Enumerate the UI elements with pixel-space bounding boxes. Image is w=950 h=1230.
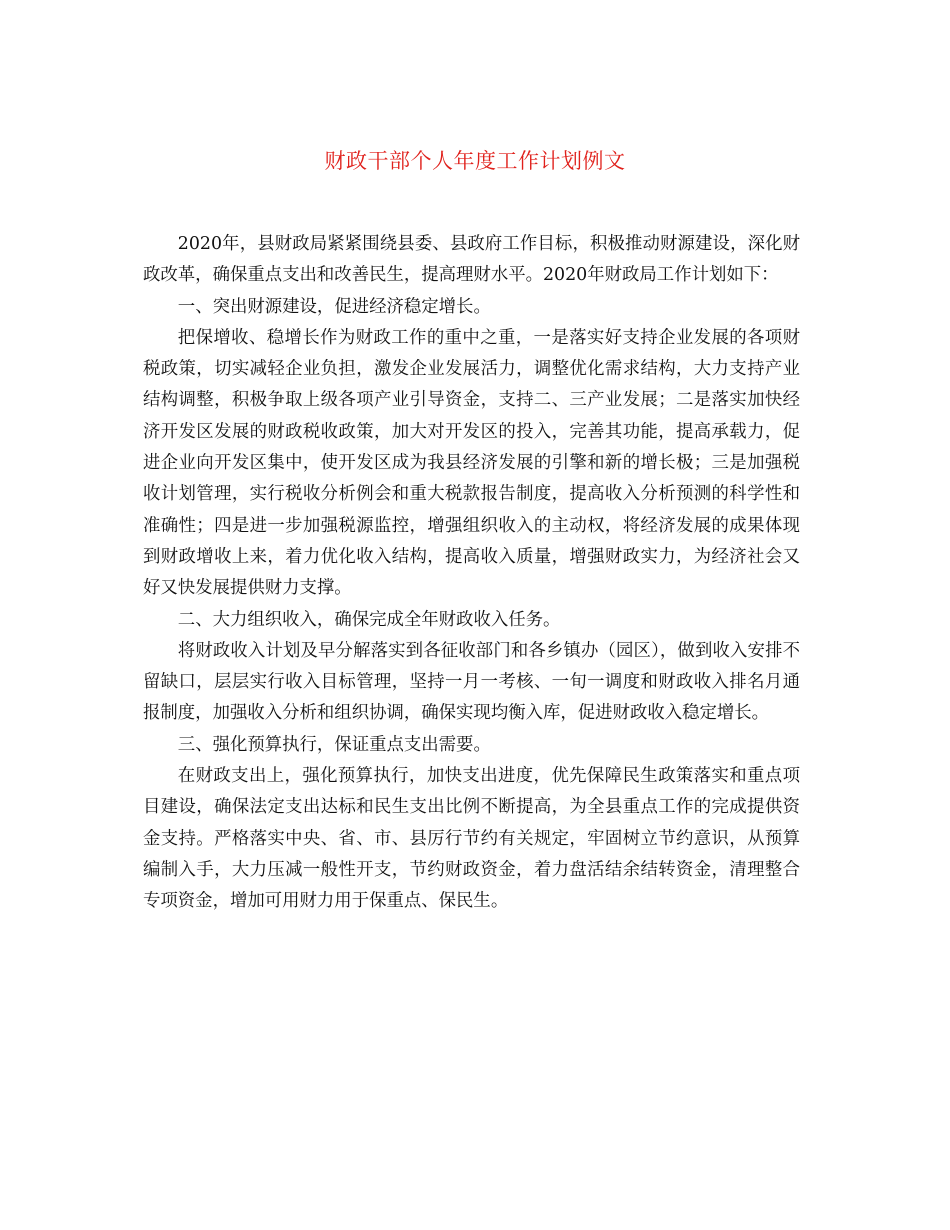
section-heading-3: 三、强化预算执行，保证重点支出需要。 [177, 734, 491, 755]
section-paragraph-1: 把保增收、稳增长作为财政工作的重中之重，一是落实好支持企业发展的各项财税政策，切实减轻企业负担，激发企业发展活力，调整优化需求结构，大力支持产业结构调整，积极争取上级各项产业引导资金，支持二、三产业发展；二是落实加快经济开发区发展的财政税收政策，加大对开发区的投入，完善其功能，提高承载力，促进企业向开发区集中，使开发区成为我县经济发展的引擎和新的增长极；三是加强税收计划管理，实行税收分析例会和重大税款报告制度，提高收入分析预测的科学性和准确性；四是进一步加强税源监控，增强组织收入的主动权，将经济发展的成果体现到财政增收上来，着力优化收入结构，提高收入质量，增强财政实力，为经济社会又好又快发展提供财力支撑。 [143, 327, 800, 599]
intro-paragraph: 2020年，县财政局紧紧围绕县委、县政府工作目标，积极推动财源建设，深化财政改革，确保重点支出和改善民生，提高理财水平。2020年财政局工作计划如下： [143, 234, 800, 286]
section-paragraph-3: 在财政支出上，强化预算执行，加快支出进度，优先保障民生政策落实和重点项目建设，确保法定支出达标和民生支出比例不断提高，为全县重点工作的完成提供资金支持。严格落实中央、省、市、县厉行节约有关规定，牢固树立节约意识，从预算编制入手，大力压减一般性开支，节约财政资金，着力盘活结余结转资金，清理整合专项资金，增加可用财力用于保重点、保民生。 [143, 766, 800, 912]
section-heading-1: 一、突出财源建设，促进经济稳定增长。 [177, 296, 491, 317]
section-heading-2: 二、大力组织收入，确保完成全年财政收入任务。 [177, 609, 561, 630]
section-paragraph-2: 将财政收入计划及早分解落实到各征收部门和各乡镇办（园区），做到收入安排不留缺口，层层实行收入目标管理，坚持一月一考核、一旬一调度和财政收入排名月通报制度，加强收入分析和组织协调，确保实现均衡入库，促进财政收入稳定增长。 [143, 640, 800, 724]
document-body [143, 229, 800, 918]
document-title: 财政干部个人年度工作计划例文 [324, 149, 626, 173]
